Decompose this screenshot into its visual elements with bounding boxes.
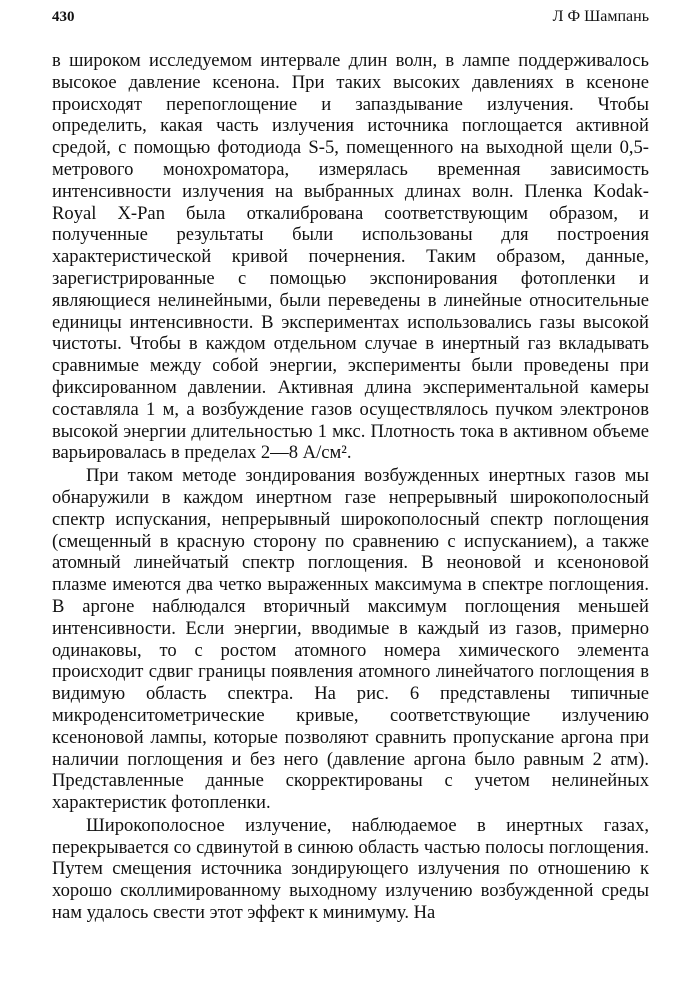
paragraph-1: в широком исследуемом интервале длин волн, в лампе поддерживалось высокое давление ксенона. При таких высоких давлениях в ксеноне происходят перепоглощение и запаздывание излучения. Чтобы определить, какая часть излучения источника поглощается активной средой, с помощью фотодиода S-5, помещенного на выходной щели 0,5-метрового монохроматора, измерялась временная зависимость интенсивности излучения на выбранных длинах волн. Пленка Kodak-Royal X-Pan была откалибрована соответствующим образом, и полученные результаты были использованы для построения характеристической кривой почернения. Таким образом, данные, зарегистрированные с помощью экспонирования фотопленки и являющиеся нелинейными, были переведены в линейные относительные единицы интенсивности. В экспериментах использовались газы высокой чистоты. Чтобы в каждом отдельном случае в инертный газ вкладывать сравнимые между собой энергии, эксперименты были проведены при фиксированном давлении. Активная длина экспериментальной камеры составляла 1 м, а возбуждение газов осуществлялось пучком электронов высокой энергии длительностью 1 мкс. Плотность тока в активном объеме варьировалась в пределах 2—8 А/см². xyxy=(52,50,649,464)
body-text xyxy=(52,50,649,924)
paragraph-3: Широкополосное излучение, наблюдаемое в инертных газах, перекрывается со сдвинутой в синюю область частью полосы поглощения. Путем смещения источника зондирующего излучения по отношению к хорошо сколлимированному выходному излучению возбужденной среды нам удалось свести этот эффект к минимуму. На xyxy=(52,814,649,924)
running-head xyxy=(52,6,649,28)
page-number: 430 xyxy=(52,9,75,25)
running-title: Л Ф Шампань xyxy=(552,8,649,25)
paragraph-2: При таком методе зондирования возбужденных инертных газов мы обнаружили в каждом инертном газе непрерывный широкополосный спектр испускания, непрерывный широкополосный спектр поглощения (смещенный в красную сторону по сравнению с испусканием), а также атомный линейчатый спектр поглощения. В неоновой и ксеноновой плазме имеются два четко выраженных максимума в спектре поглощения. В аргоне наблюдался вторичный максимум поглощения меньшей интенсивности. Если энергии, вводимые в каждый из газов, примерно одинаковы, то с ростом атомного номера химического элемента происходит сдвиг границы появления атомного линейчатого поглощения в видимую область спектра. На рис. 6 представлены типичные микроденситометрические кривые, соответствующие излучению ксеноновой лампы, которые позволяют сравнить пропускание аргона при наличии поглощения и без него (давление аргона было равным 2 атм). Представленные данные скорректированы с учетом нелинейных характеристик фотопленки. xyxy=(52,465,649,814)
